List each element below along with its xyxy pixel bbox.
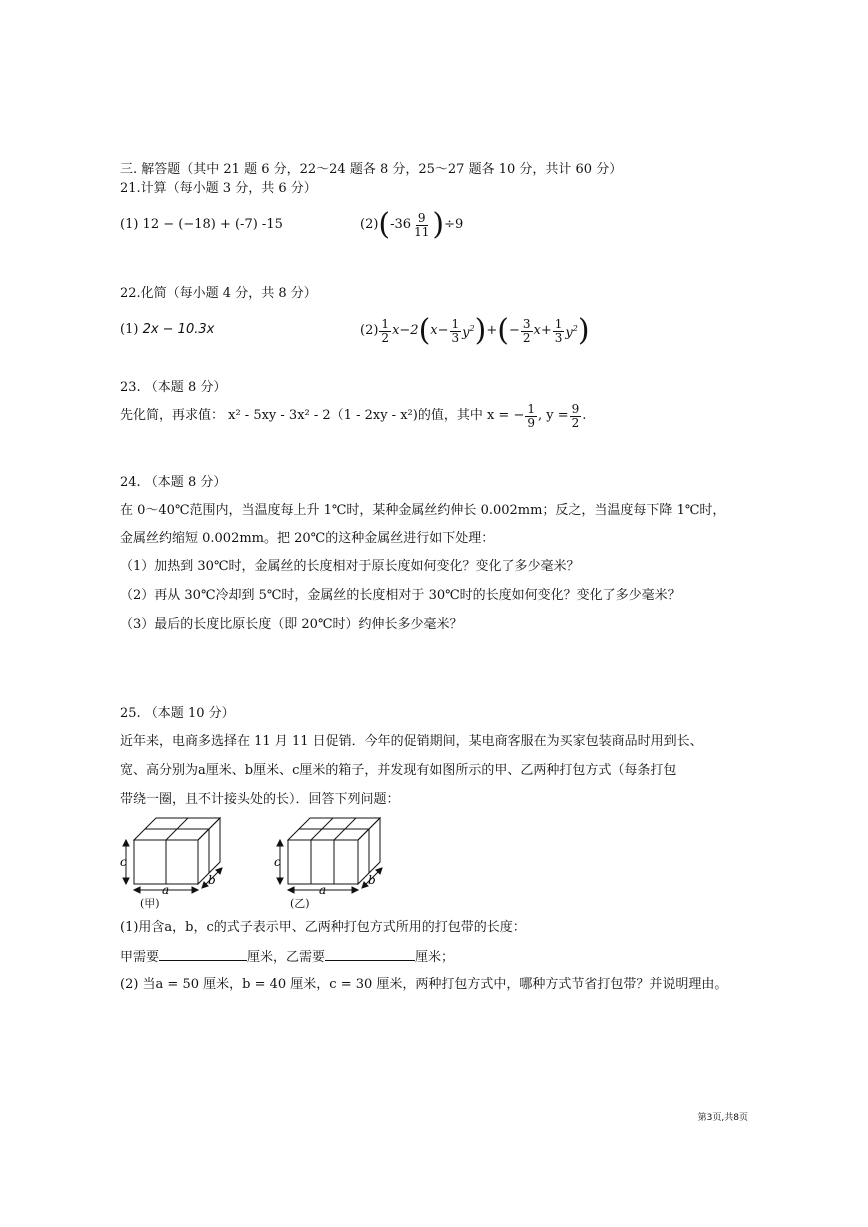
fraction-denominator: 2 <box>522 330 531 345</box>
q24-sub1: （1）加热到 30℃时，金属丝的长度相对于原长度如何变化？变化了多少毫米？ <box>120 559 580 574</box>
box-figure-b <box>272 810 387 900</box>
label-a: a <box>162 883 170 897</box>
term-x-minus: x− <box>430 323 449 338</box>
q21-tail: ÷9 <box>444 217 464 232</box>
q23-y-fraction <box>570 403 582 430</box>
q23-text: 先化简，再求值： x² - 5xy - 3x² - 2（1 - 2xy - x²)的值，其中 x = − <box>120 408 525 423</box>
frac-third <box>450 318 462 345</box>
q21-part1: (1) 12 − (−18) + (-7) -15 <box>120 217 283 232</box>
q21-part2-label: (2) <box>360 217 379 232</box>
left-paren: ( <box>497 313 509 348</box>
fraction-numerator: 1 <box>554 316 563 331</box>
q24-line1: 在 0～40℃范围内，当温度每上升 1℃时，某种金属丝约伸长 0.002mm；反之，当温度每下降 1℃时， <box>120 503 726 518</box>
term-x-plus: x+ <box>533 323 552 338</box>
label-c: c <box>274 855 281 869</box>
q25-sub2: (2) 当a = 50 厘米，b = 40 厘米，c = 30 厘米，两种打包方式中，哪种方式节省打包带？并说明理由。 <box>120 977 728 992</box>
q21-part2 <box>360 205 463 245</box>
right-paren: ) <box>432 207 445 242</box>
fraction-denominator: 3 <box>451 330 460 345</box>
answer-mid: 厘米，乙需要 <box>247 950 326 965</box>
answer-blank-b[interactable] <box>325 948 415 961</box>
term-y-squared: $y^2$ <box>462 323 475 341</box>
label-b: b <box>208 873 216 887</box>
figure-b-caption: (乙) <box>290 897 310 910</box>
q25-sub1-answer <box>120 948 454 966</box>
term-x-minus-2: x−2 <box>392 323 419 338</box>
q24-line2: 金属丝约缩短 0.002mm。把 20℃的这种金属丝进行如下处理： <box>120 531 495 546</box>
label-a: a <box>319 883 327 897</box>
q22-part1-expr: 2x − 10.3x <box>142 322 215 337</box>
q22-part1-label: (1) <box>120 322 139 337</box>
fraction-numerator: 1 <box>381 316 390 331</box>
answer-a-prefix: 甲需要 <box>120 950 160 965</box>
label-b: b <box>368 873 376 887</box>
q25-title: 25. （本题 10 分） <box>120 706 235 721</box>
q23-title: 23. （本题 8 分） <box>120 380 227 395</box>
frac-one-third <box>553 318 565 345</box>
fraction-numerator: 1 <box>451 316 460 331</box>
q22-part1 <box>120 322 214 338</box>
fraction-numerator: 3 <box>522 316 531 331</box>
q21-fraction <box>412 212 431 239</box>
fraction-numerator: 9 <box>571 401 580 416</box>
q21-title: 21.计算（每小题 3 分，共 6 分） <box>120 181 317 196</box>
answer-end: 厘米； <box>415 950 455 965</box>
section-header: 三. 解答题（其中 21 题 6 分，22～24 题各 8 分，25～27 题各 10 分，共计 60 分） <box>120 162 623 177</box>
right-paren: ) <box>474 313 487 348</box>
q22-part2-label: (2) <box>360 323 379 338</box>
fraction-denominator: 2 <box>381 330 390 345</box>
fraction-numerator: 1 <box>527 401 535 416</box>
q24-sub3: （3）最后的长度比原长度（即 20℃时）约伸长多少毫米？ <box>120 617 463 632</box>
term-y-squared: $y^2$ <box>565 323 578 341</box>
frac-half <box>379 318 391 345</box>
q25-line1: 近年来，电商多选择在 11 月 11 日促销．今年的促销期间，某电商客服在为买家包装商品时用到长、 <box>120 734 703 749</box>
left-paren: ( <box>418 313 431 348</box>
right-paren: ) <box>577 313 590 348</box>
frac-three-halves <box>521 318 533 345</box>
q25-line3: 带绕一圈，且不计接头处的长）．回答下列问题： <box>120 792 400 807</box>
q25-sub1: (1)用含a，b，c的式子表示甲、乙两种打包方式所用的打包带的长度： <box>120 920 526 935</box>
q24-sub2: （2）再从 30℃冷却到 5℃时，金属丝的长度相对于 30℃时的长度如何变化？变化了多少毫米？ <box>120 588 681 603</box>
q23-mid: , y = <box>537 408 569 423</box>
q24-title: 24. （本题 8 分） <box>120 475 227 490</box>
q23-x-fraction <box>525 403 537 430</box>
fraction-denominator: 3 <box>554 330 563 345</box>
q22-part2 <box>360 312 590 350</box>
minus-sign: − <box>508 323 520 338</box>
fraction-numerator: 9 <box>417 210 426 225</box>
box-figure-a <box>118 810 228 900</box>
figure-a-caption: (甲) <box>140 897 160 910</box>
answer-blank-a[interactable] <box>159 948 247 961</box>
page-number: 第3页,共8页 <box>697 1113 748 1123</box>
fraction-denominator: 9 <box>527 415 535 430</box>
q23-end: . <box>582 408 587 423</box>
label-c: c <box>120 855 127 869</box>
q21-whole: -36 <box>390 217 412 232</box>
q22-title: 22.化简（每小题 4 分，共 8 分） <box>120 286 317 301</box>
plus-sign: + <box>486 323 498 338</box>
left-paren: ( <box>378 207 391 242</box>
fraction-denominator: 2 <box>571 415 580 430</box>
fraction-denominator: 11 <box>414 224 430 239</box>
q23-body <box>120 398 586 434</box>
q25-line2: 宽、高分别为a厘米、b厘米、c厘米的箱子，并发现有如图所示的甲、乙两种打包方式（每条打包 <box>120 763 677 778</box>
